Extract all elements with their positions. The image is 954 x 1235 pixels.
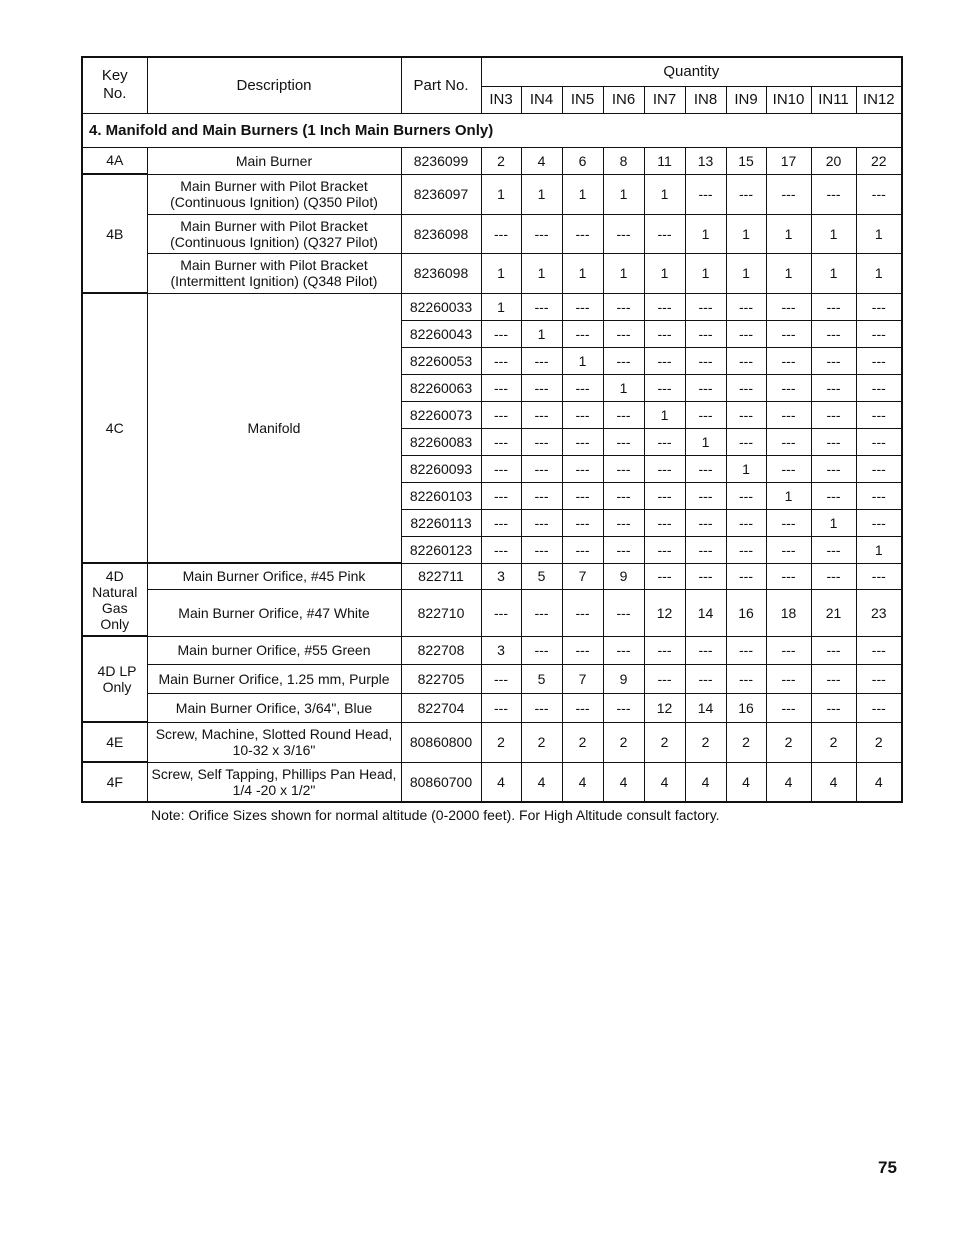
key-no-cell: 4B	[82, 174, 147, 293]
quantity-cell: 18	[766, 589, 811, 636]
quantity-cell: ---	[644, 664, 685, 693]
quantity-cell: ---	[685, 293, 726, 320]
description-cell: Main Burner	[147, 147, 401, 174]
quantity-cell: 1	[644, 401, 685, 428]
quantity-cell: 9	[603, 563, 644, 589]
quantity-cell: ---	[603, 455, 644, 482]
quantity-cell: ---	[644, 347, 685, 374]
quantity-cell: 1	[766, 214, 811, 253]
part-no-cell: 8236099	[401, 147, 481, 174]
part-no-cell: 82260113	[401, 509, 481, 536]
quantity-cell: ---	[521, 293, 562, 320]
quantity-cell: ---	[685, 455, 726, 482]
quantity-cell: ---	[603, 293, 644, 320]
quantity-cell: 12	[644, 693, 685, 722]
part-no-cell: 82260053	[401, 347, 481, 374]
quantity-cell: 5	[521, 563, 562, 589]
quantity-cell: ---	[856, 509, 902, 536]
quantity-cell: ---	[521, 347, 562, 374]
quantity-cell: 4	[766, 762, 811, 802]
description-cell: Main Burner Orifice, 3/64", Blue	[147, 693, 401, 722]
quantity-cell: 1	[856, 536, 902, 563]
quantity-cell: 5	[521, 664, 562, 693]
quantity-cell: 1	[521, 320, 562, 347]
part-no-cell: 82260093	[401, 455, 481, 482]
quantity-cell: ---	[811, 293, 856, 320]
quantity-cell: 1	[726, 455, 766, 482]
model-header: IN4	[521, 86, 562, 113]
quantity-cell: 7	[562, 563, 603, 589]
quantity-cell: ---	[766, 320, 811, 347]
description-cell: Main Burner Orifice, 1.25 mm, Purple	[147, 664, 401, 693]
quantity-cell: ---	[766, 509, 811, 536]
part-no-cell: 82260033	[401, 293, 481, 320]
quantity-cell: ---	[521, 428, 562, 455]
table-row	[82, 589, 902, 636]
quantity-cell: ---	[766, 693, 811, 722]
quantity-cell: ---	[644, 320, 685, 347]
quantity-cell: ---	[603, 589, 644, 636]
key-no-cell: 4D LP Only	[82, 636, 147, 722]
quantity-cell: ---	[644, 293, 685, 320]
quantity-cell: ---	[856, 636, 902, 664]
quantity-cell: ---	[766, 536, 811, 563]
quantity-cell: ---	[856, 320, 902, 347]
quantity-cell: ---	[603, 214, 644, 253]
description-cell: Screw, Machine, Slotted Round Head, 10-32 x 3/16"	[147, 722, 401, 762]
quantity-cell: 1	[811, 509, 856, 536]
quantity-cell: ---	[766, 455, 811, 482]
quantity-cell: 1	[603, 374, 644, 401]
quantity-cell: 6	[562, 147, 603, 174]
quantity-cell: 2	[562, 722, 603, 762]
quantity-cell: ---	[856, 455, 902, 482]
quantity-cell: ---	[562, 428, 603, 455]
quantity-cell: 4	[685, 762, 726, 802]
part-no-cell: 82260123	[401, 536, 481, 563]
quantity-cell: ---	[603, 428, 644, 455]
model-header: IN5	[562, 86, 603, 113]
quantity-cell: ---	[644, 509, 685, 536]
quantity-cell: ---	[603, 536, 644, 563]
quantity-header: Quantity	[481, 57, 902, 86]
quantity-cell: ---	[766, 401, 811, 428]
quantity-cell: 1	[644, 253, 685, 293]
key-no-cell: 4A	[82, 147, 147, 174]
part-no-cell: 8236098	[401, 214, 481, 253]
quantity-cell: ---	[481, 347, 521, 374]
quantity-cell: ---	[766, 428, 811, 455]
key-no-cell: 4E	[82, 722, 147, 762]
quantity-cell: ---	[481, 320, 521, 347]
quantity-cell: 9	[603, 664, 644, 693]
quantity-cell: ---	[562, 636, 603, 664]
quantity-cell: 21	[811, 589, 856, 636]
quantity-cell: ---	[521, 401, 562, 428]
quantity-cell: 1	[685, 428, 726, 455]
model-header: IN11	[811, 86, 856, 113]
quantity-cell: 2	[685, 722, 726, 762]
quantity-cell: ---	[685, 509, 726, 536]
quantity-cell: 1	[481, 293, 521, 320]
part-no-cell: 822711	[401, 563, 481, 589]
description-header: Description	[147, 57, 401, 113]
quantity-cell: 3	[481, 636, 521, 664]
quantity-cell: ---	[481, 374, 521, 401]
quantity-cell: ---	[685, 174, 726, 214]
quantity-cell: ---	[644, 374, 685, 401]
quantity-cell: ---	[811, 563, 856, 589]
quantity-cell: 4	[856, 762, 902, 802]
quantity-cell: 1	[481, 253, 521, 293]
quantity-cell: ---	[562, 693, 603, 722]
quantity-cell: ---	[521, 509, 562, 536]
quantity-cell: ---	[562, 320, 603, 347]
part-no-cell: 822710	[401, 589, 481, 636]
quantity-cell: 1	[603, 253, 644, 293]
quantity-cell: 1	[521, 174, 562, 214]
description-cell: Main Burner Orifice, #45 Pink	[147, 563, 401, 589]
quantity-cell: ---	[562, 536, 603, 563]
quantity-cell: 14	[685, 693, 726, 722]
table-row	[82, 147, 902, 174]
quantity-cell: ---	[726, 293, 766, 320]
section-title: 4. Manifold and Main Burners (1 Inch Main Burners Only)	[82, 113, 902, 147]
quantity-cell: 2	[481, 147, 521, 174]
quantity-cell: 2	[856, 722, 902, 762]
quantity-cell: ---	[856, 401, 902, 428]
table-row	[82, 214, 902, 253]
quantity-cell: 1	[856, 253, 902, 293]
quantity-cell: 11	[644, 147, 685, 174]
part-no-cell: 822704	[401, 693, 481, 722]
quantity-cell: ---	[481, 401, 521, 428]
quantity-cell: 4	[811, 762, 856, 802]
quantity-cell: ---	[726, 347, 766, 374]
quantity-cell: ---	[811, 455, 856, 482]
quantity-cell: ---	[856, 428, 902, 455]
quantity-cell: ---	[811, 320, 856, 347]
quantity-cell: 1	[685, 253, 726, 293]
model-header: IN6	[603, 86, 644, 113]
quantity-cell: 4	[521, 147, 562, 174]
table-row	[82, 174, 902, 214]
quantity-cell: 4	[481, 762, 521, 802]
header-row-1	[82, 57, 902, 86]
quantity-cell: ---	[562, 589, 603, 636]
part-no-cell: 80860800	[401, 722, 481, 762]
quantity-cell: ---	[685, 374, 726, 401]
quantity-cell: ---	[856, 293, 902, 320]
quantity-cell: 4	[644, 762, 685, 802]
quantity-cell: 2	[603, 722, 644, 762]
quantity-cell: ---	[644, 563, 685, 589]
quantity-cell: ---	[766, 636, 811, 664]
table-row	[82, 762, 902, 802]
quantity-cell: ---	[481, 482, 521, 509]
quantity-cell: ---	[521, 214, 562, 253]
quantity-cell: 17	[766, 147, 811, 174]
model-header: IN3	[481, 86, 521, 113]
quantity-cell: ---	[811, 374, 856, 401]
quantity-cell: ---	[685, 636, 726, 664]
part-no-cell: 8236098	[401, 253, 481, 293]
description-cell: Main Burner with Pilot Bracket (Continuous Ignition) (Q327 Pilot)	[147, 214, 401, 253]
quantity-cell: ---	[644, 636, 685, 664]
quantity-cell: ---	[481, 589, 521, 636]
quantity-cell: ---	[603, 693, 644, 722]
quantity-cell: ---	[856, 482, 902, 509]
quantity-cell: ---	[726, 482, 766, 509]
quantity-cell: ---	[521, 455, 562, 482]
quantity-cell: ---	[481, 428, 521, 455]
model-header: IN7	[644, 86, 685, 113]
quantity-cell: ---	[811, 401, 856, 428]
model-header: IN12	[856, 86, 902, 113]
quantity-cell: 1	[811, 214, 856, 253]
part-no-cell: 82260063	[401, 374, 481, 401]
quantity-cell: 4	[726, 762, 766, 802]
quantity-cell: ---	[644, 536, 685, 563]
quantity-cell: ---	[521, 374, 562, 401]
quantity-cell: 14	[685, 589, 726, 636]
quantity-cell: ---	[481, 214, 521, 253]
quantity-cell: ---	[856, 664, 902, 693]
quantity-cell: 4	[603, 762, 644, 802]
description-cell: Main Burner with Pilot Bracket (Continuous Ignition) (Q350 Pilot)	[147, 174, 401, 214]
description-cell: Main Burner with Pilot Bracket (Intermittent Ignition) (Q348 Pilot)	[147, 253, 401, 293]
quantity-cell: 15	[726, 147, 766, 174]
quantity-cell: ---	[481, 509, 521, 536]
quantity-cell: ---	[766, 174, 811, 214]
quantity-cell: ---	[562, 482, 603, 509]
quantity-cell: 1	[562, 347, 603, 374]
quantity-cell: ---	[685, 347, 726, 374]
quantity-cell: ---	[521, 482, 562, 509]
quantity-cell: 1	[562, 174, 603, 214]
table-row	[82, 722, 902, 762]
quantity-cell: ---	[726, 174, 766, 214]
description-cell: Main burner Orifice, #55 Green	[147, 636, 401, 664]
quantity-cell: ---	[521, 536, 562, 563]
quantity-cell: ---	[811, 693, 856, 722]
quantity-cell: 1	[856, 214, 902, 253]
quantity-cell: ---	[811, 174, 856, 214]
description-cell: Screw, Self Tapping, Phillips Pan Head, 1/4 -20 x 1/2"	[147, 762, 401, 802]
quantity-cell: ---	[726, 374, 766, 401]
quantity-cell: ---	[685, 664, 726, 693]
part-no-cell: 82260083	[401, 428, 481, 455]
quantity-cell: 8	[603, 147, 644, 174]
quantity-cell: ---	[685, 401, 726, 428]
quantity-cell: 16	[726, 589, 766, 636]
quantity-cell: ---	[603, 347, 644, 374]
quantity-cell: ---	[726, 536, 766, 563]
quantity-cell: ---	[726, 320, 766, 347]
quantity-cell: ---	[726, 636, 766, 664]
quantity-cell: ---	[856, 374, 902, 401]
quantity-cell: ---	[811, 347, 856, 374]
quantity-cell: ---	[644, 455, 685, 482]
quantity-cell: ---	[603, 482, 644, 509]
model-header: IN9	[726, 86, 766, 113]
quantity-cell: 7	[562, 664, 603, 693]
quantity-cell: ---	[856, 174, 902, 214]
quantity-cell: ---	[766, 347, 811, 374]
quantity-cell: 20	[811, 147, 856, 174]
quantity-cell: ---	[811, 636, 856, 664]
quantity-cell: 1	[766, 482, 811, 509]
parts-table	[81, 56, 903, 803]
quantity-cell: 1	[726, 253, 766, 293]
quantity-cell: ---	[562, 509, 603, 536]
quantity-cell: ---	[562, 374, 603, 401]
quantity-cell: ---	[603, 636, 644, 664]
quantity-cell: 1	[481, 174, 521, 214]
quantity-cell: 2	[766, 722, 811, 762]
quantity-cell: 12	[644, 589, 685, 636]
quantity-cell: 3	[481, 563, 521, 589]
quantity-cell: ---	[726, 664, 766, 693]
quantity-cell: ---	[726, 509, 766, 536]
quantity-cell: ---	[856, 693, 902, 722]
key-no-cell: 4C	[82, 293, 147, 563]
model-header: IN8	[685, 86, 726, 113]
quantity-cell: 1	[562, 253, 603, 293]
table-row	[82, 253, 902, 293]
quantity-cell: 2	[481, 722, 521, 762]
part-no-cell: 80860700	[401, 762, 481, 802]
quantity-cell: 13	[685, 147, 726, 174]
table-row	[82, 636, 902, 664]
quantity-cell: ---	[603, 401, 644, 428]
quantity-cell: ---	[811, 428, 856, 455]
quantity-cell: ---	[562, 455, 603, 482]
description-cell: Manifold	[147, 293, 401, 563]
part-no-header: Part No.	[401, 57, 481, 113]
part-no-cell: 82260103	[401, 482, 481, 509]
quantity-cell: ---	[811, 482, 856, 509]
quantity-cell: ---	[521, 636, 562, 664]
key-no-header: Key No.	[82, 57, 147, 113]
quantity-cell: ---	[481, 693, 521, 722]
quantity-cell: ---	[856, 563, 902, 589]
quantity-cell: 23	[856, 589, 902, 636]
quantity-cell: ---	[644, 428, 685, 455]
part-no-cell: 8236097	[401, 174, 481, 214]
quantity-cell: ---	[481, 664, 521, 693]
quantity-cell: ---	[685, 320, 726, 347]
page-number: 75	[878, 1158, 897, 1177]
table-row	[82, 563, 902, 589]
section-row	[82, 113, 902, 147]
quantity-cell: 1	[603, 174, 644, 214]
part-no-cell: 822708	[401, 636, 481, 664]
table-row	[82, 664, 902, 693]
key-no-cell: 4F	[82, 762, 147, 802]
quantity-cell: ---	[562, 214, 603, 253]
quantity-cell: ---	[766, 293, 811, 320]
quantity-cell: ---	[685, 563, 726, 589]
quantity-cell: ---	[521, 589, 562, 636]
table-row	[82, 293, 902, 320]
quantity-cell: 16	[726, 693, 766, 722]
quantity-cell: ---	[726, 428, 766, 455]
quantity-cell: ---	[644, 214, 685, 253]
table-row	[82, 693, 902, 722]
footnote: Note: Orifice Sizes shown for normal altitude (0-2000 feet). For High Altitude consult factory.	[151, 807, 720, 823]
quantity-cell: ---	[726, 401, 766, 428]
part-no-cell: 822705	[401, 664, 481, 693]
quantity-cell: 2	[521, 722, 562, 762]
quantity-cell: 4	[562, 762, 603, 802]
quantity-cell: ---	[562, 401, 603, 428]
part-no-cell: 82260043	[401, 320, 481, 347]
key-no-cell: 4D Natural Gas Only	[82, 563, 147, 636]
quantity-cell: ---	[811, 664, 856, 693]
quantity-cell: 1	[521, 253, 562, 293]
quantity-cell: ---	[766, 374, 811, 401]
quantity-cell: ---	[603, 509, 644, 536]
description-cell: Main Burner Orifice, #47 White	[147, 589, 401, 636]
quantity-cell: 1	[766, 253, 811, 293]
quantity-cell: 1	[726, 214, 766, 253]
quantity-cell: ---	[562, 293, 603, 320]
quantity-cell: 22	[856, 147, 902, 174]
quantity-cell: 1	[644, 174, 685, 214]
quantity-cell: 4	[521, 762, 562, 802]
quantity-cell: ---	[726, 563, 766, 589]
quantity-cell: ---	[685, 536, 726, 563]
quantity-cell: 2	[726, 722, 766, 762]
quantity-cell: ---	[481, 455, 521, 482]
part-no-cell: 82260073	[401, 401, 481, 428]
quantity-cell: ---	[685, 482, 726, 509]
quantity-cell: ---	[521, 693, 562, 722]
quantity-cell: ---	[644, 482, 685, 509]
quantity-cell: 2	[811, 722, 856, 762]
quantity-cell: ---	[603, 320, 644, 347]
quantity-cell: ---	[766, 563, 811, 589]
quantity-cell: 1	[685, 214, 726, 253]
quantity-cell: 2	[644, 722, 685, 762]
quantity-cell: 1	[811, 253, 856, 293]
quantity-cell: ---	[811, 536, 856, 563]
quantity-cell: ---	[766, 664, 811, 693]
quantity-cell: ---	[856, 347, 902, 374]
quantity-cell: ---	[481, 536, 521, 563]
model-header: IN10	[766, 86, 811, 113]
